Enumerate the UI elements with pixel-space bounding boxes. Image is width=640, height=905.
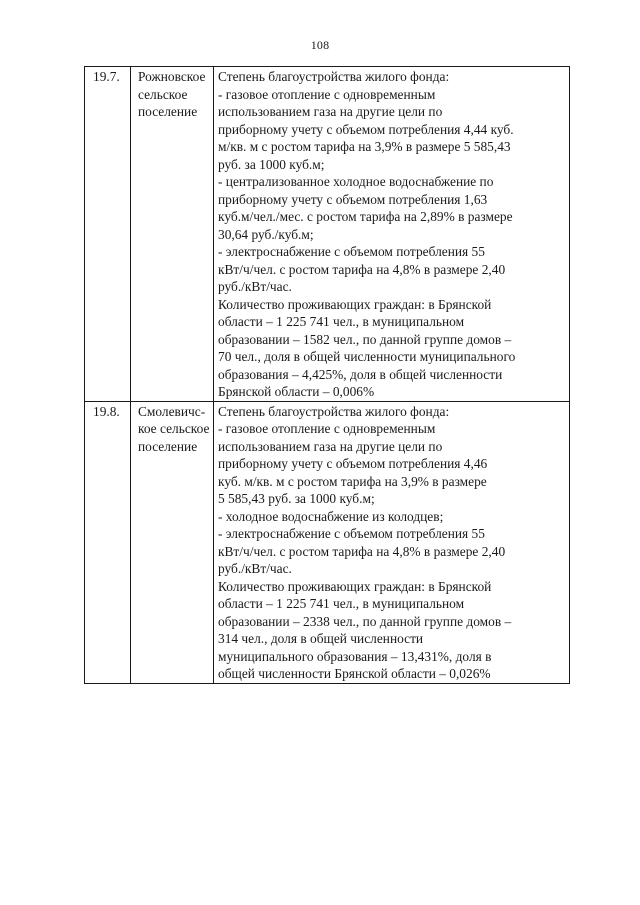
- description-line: муниципального образования – 13,431%, доля в: [218, 648, 492, 664]
- description-line: 314 чел., доля в общей численности: [218, 631, 424, 646]
- description-line: использованием газа на другие цели по: [218, 104, 443, 119]
- settlement-name-cell: [131, 67, 214, 402]
- settlement-name-line: поселение: [138, 104, 198, 119]
- row-number: 19.7.: [93, 69, 120, 84]
- description-line: приборному учету с объемом потребления 4,46: [218, 456, 488, 471]
- description-line: - электроснабжение с объемом потребления 55: [218, 244, 485, 259]
- description-line: образования – 4,425%, доля в общей численности: [218, 366, 503, 382]
- description-line: 5 585,43 руб. за 1000 куб.м;: [218, 491, 375, 506]
- description-line: Количество проживающих граждан: в Брянской: [218, 578, 492, 594]
- description-line: области – 1 225 741 чел., в муниципальном: [218, 314, 465, 329]
- description-line: образовании – 1582 чел., по данной группе домов –: [218, 331, 512, 347]
- description-line: 70 чел., доля в общей численности муниципального: [218, 349, 516, 364]
- settlement-name-line: Рожновское: [138, 69, 206, 84]
- row-number-cell: [85, 67, 131, 402]
- description-line: кВт/ч/чел. с ростом тарифа на 4,8% в размере 2,40: [218, 261, 506, 277]
- settlement-name-line: сельское: [138, 86, 188, 102]
- description-line: руб./кВт/час.: [218, 561, 292, 576]
- description-line: - холодное водоснабжение из колодцев;: [218, 508, 444, 524]
- description-line: - газовое отопление с одновременным: [218, 86, 436, 102]
- description-cell: [214, 67, 570, 402]
- settlement-name-line: Смолевичс-: [138, 403, 206, 419]
- description-line: приборному учету с объемом потребления 4,44 куб.: [218, 121, 514, 137]
- table-row: [85, 401, 570, 683]
- description-line: м/кв. м с ростом тарифа на 3,9% в размере 5 585,43: [218, 139, 511, 154]
- description-line: руб. за 1000 куб.м;: [218, 156, 325, 172]
- description-line: области – 1 225 741 чел., в муниципальном: [218, 596, 465, 611]
- description-line: - централизованное холодное водоснабжение по: [218, 174, 494, 189]
- row-number-cell: [85, 401, 131, 683]
- description-line: общей численности Брянской области – 0,026%: [218, 666, 491, 681]
- page-number: 108: [310, 38, 330, 52]
- row-number: 19.8.: [93, 403, 120, 419]
- description-line: образовании – 2338 чел., по данной группе домов –: [218, 613, 512, 629]
- description-line: Степень благоустройства жилого фонда:: [218, 403, 450, 419]
- settlement-name-line: поселение: [138, 438, 198, 454]
- description-line: - электроснабжение с объемом потребления 55: [218, 526, 485, 541]
- tariff-table: [84, 66, 570, 684]
- description-line: Степень благоустройства жилого фонда:: [218, 69, 450, 84]
- description-line: - газовое отопление с одновременным: [218, 421, 436, 436]
- description-line: куб.м/чел./мес. с ростом тарифа на 2,89% в размере: [218, 209, 513, 224]
- table-row: [85, 67, 570, 402]
- description-line: руб./кВт/час.: [218, 279, 292, 294]
- settlement-name-line: кое сельское: [138, 421, 210, 436]
- settlement-name-cell: [131, 401, 214, 683]
- description-line: Брянской области – 0,006%: [218, 384, 375, 399]
- description-line: кВт/ч/чел. с ростом тарифа на 4,8% в размере 2,40: [218, 543, 506, 559]
- description-cell: [214, 401, 570, 683]
- description-line: Количество проживающих граждан: в Брянской: [218, 296, 492, 312]
- description-line: приборному учету с объемом потребления 1,63: [218, 191, 488, 207]
- description-line: куб. м/кв. м с ростом тарифа на 3,9% в размере: [218, 473, 487, 489]
- description-line: использованием газа на другие цели по: [218, 438, 443, 454]
- description-line: 30,64 руб./куб.м;: [218, 226, 314, 242]
